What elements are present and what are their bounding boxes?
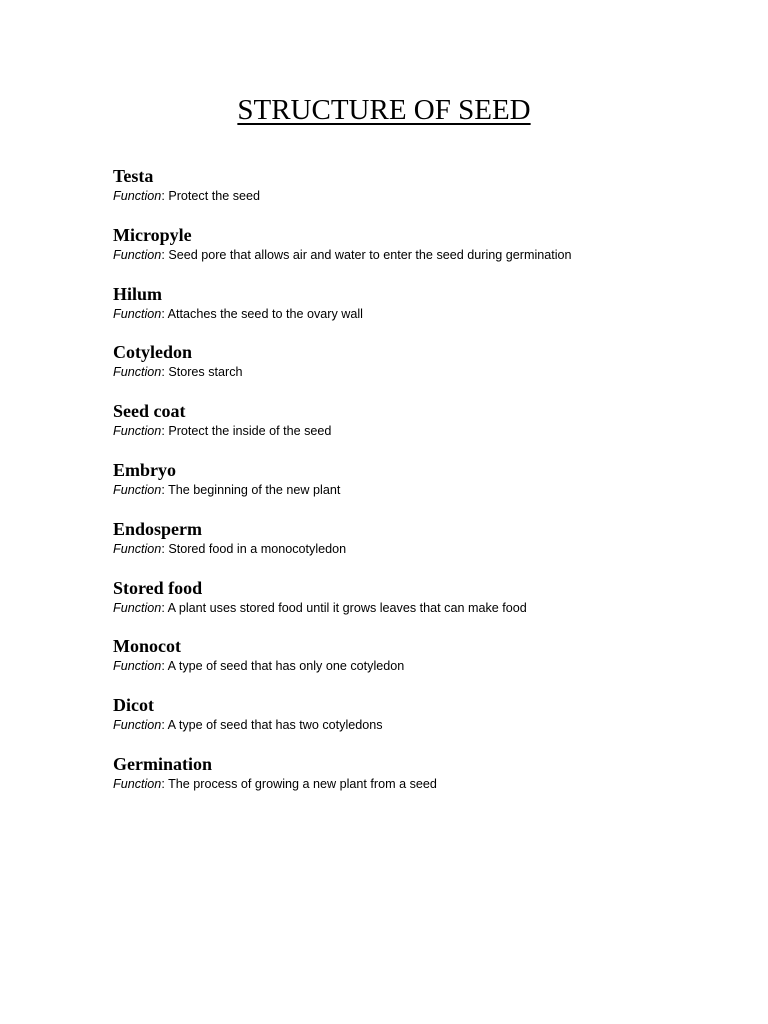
term-name: Seed coat: [113, 401, 186, 422]
function-text: A plant uses stored food until it grows leaves that can make food: [167, 600, 527, 615]
term-item: [113, 517, 733, 576]
term-name: Germination: [113, 753, 212, 774]
term-name: Cotyledon: [113, 342, 193, 363]
term-name: Monocot: [113, 636, 181, 657]
function-text: Protect the seed: [168, 189, 261, 203]
term-function: Function: A plant uses stored food until it grows leaves that can make food: [113, 600, 527, 615]
function-label: Function: [113, 424, 162, 439]
term-name: Dicot: [113, 695, 154, 716]
term-name: Hilum: [113, 283, 163, 304]
function-text: Seed pore that allows air and water to enter the seed during germination: [168, 247, 572, 262]
term-item: [113, 223, 733, 282]
term-item: [113, 458, 733, 517]
term-name: Testa: [113, 166, 154, 186]
function-label: Function: [113, 541, 162, 556]
function-text: Stored food in a monocotyledon: [168, 541, 347, 556]
term-function: Function: Seed pore that allows air and water to enter the seed during germination: [113, 247, 572, 262]
function-label: Function: [113, 659, 162, 674]
term-function: Function: A type of seed that has only one cotyledon: [113, 659, 405, 674]
function-text: A type of seed that has only one cotyledon: [167, 659, 405, 674]
term-list: [113, 164, 733, 811]
term-item: [113, 576, 733, 635]
term-item: [113, 399, 733, 458]
function-text: A type of seed that has two cotyledons: [167, 718, 383, 733]
term-name: Micropyle: [113, 224, 192, 245]
term-function: Function: The process of growing a new plant from a seed: [113, 776, 437, 791]
term-name: Endosperm: [113, 518, 203, 539]
function-text: Protect the inside of the seed: [168, 424, 332, 439]
function-label: Function: [113, 482, 162, 497]
function-label: Function: [113, 600, 162, 615]
term-function: Function: Protect the inside of the seed: [113, 424, 332, 439]
function-label: Function: [113, 718, 162, 733]
term-function: Function: Attaches the seed to the ovary wall: [113, 306, 363, 321]
term-item: [113, 693, 733, 752]
function-label: Function: [113, 306, 162, 321]
term-function: Function: A type of seed that has two cotyledons: [113, 718, 383, 733]
function-text: The beginning of the new plant: [168, 482, 341, 497]
term-item: [113, 282, 733, 341]
page-title: STRUCTURE OF SEED: [237, 94, 531, 126]
term-function: Function: The beginning of the new plant: [113, 482, 341, 497]
function-label: Function: [113, 776, 162, 791]
function-text: The process of growing a new plant from a seed: [168, 776, 437, 791]
term-item: [113, 340, 733, 399]
term-name: Embryo: [113, 459, 176, 480]
function-text: Stores starch: [168, 365, 243, 380]
term-item: [113, 634, 733, 693]
function-label: Function: [113, 189, 162, 203]
function-label: Function: [113, 365, 162, 380]
term-item: [113, 752, 733, 811]
term-name: Stored food: [113, 577, 203, 598]
term-item: [113, 164, 733, 223]
term-function: Function: Protect the seed: [113, 189, 261, 203]
term-function: Function: Stored food in a monocotyledon: [113, 541, 347, 556]
function-label: Function: [113, 247, 162, 262]
term-function: Function: Stores starch: [113, 365, 243, 380]
function-text: Attaches the seed to the ovary wall: [167, 306, 363, 321]
